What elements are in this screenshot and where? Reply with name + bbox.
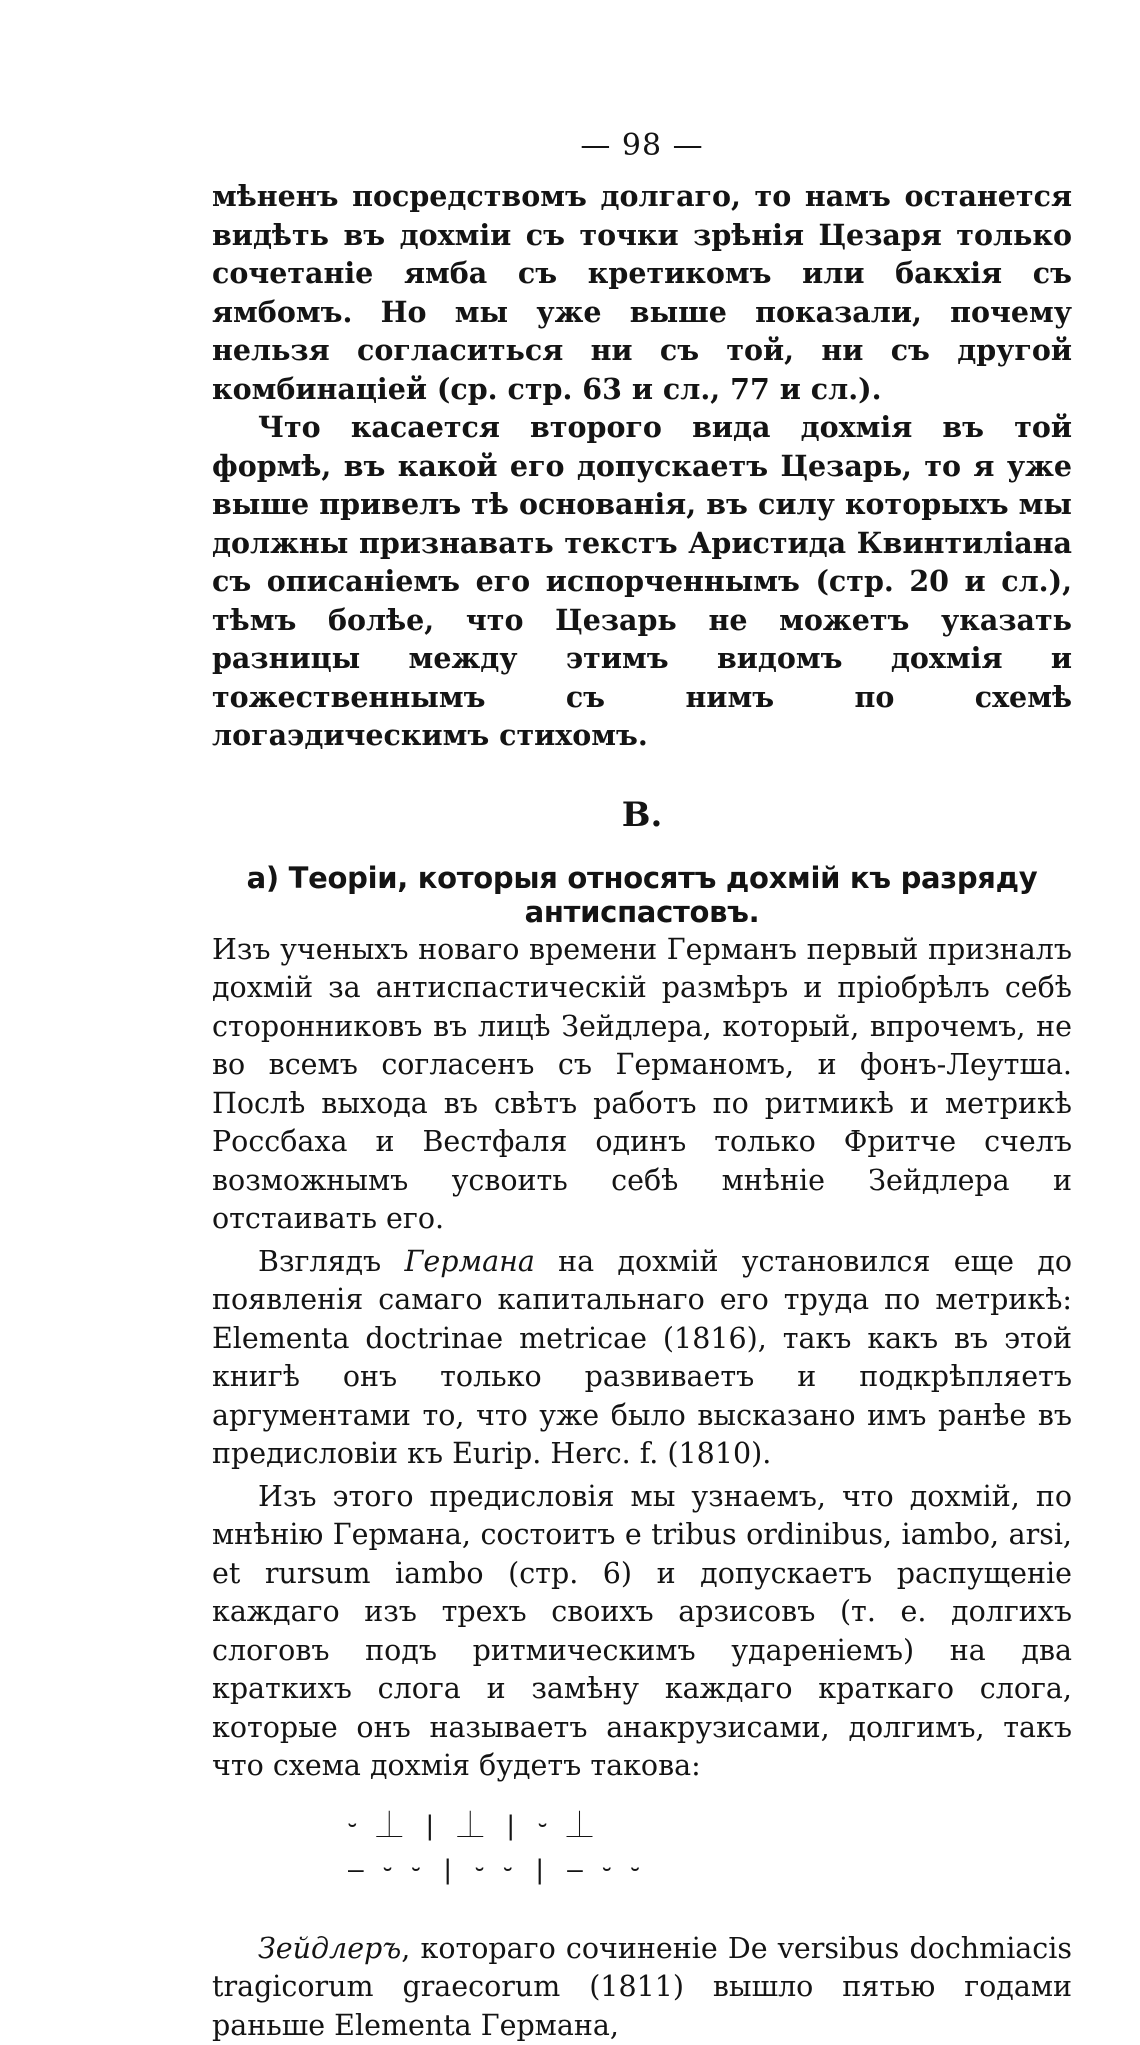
- metrical-scheme: [348, 1804, 1072, 1892]
- paragraph-3: Изъ ученыхъ новаго времени Германъ первый призналъ дохмій за антиспастическій размѣръ и пріобрѣлъ себѣ сторонниковъ въ лицѣ Зейдлера, который, впрочемъ, не во всемъ согласенъ съ Германомъ, и фонъ-Леутша. Послѣ выхода въ свѣтъ работъ по ритмикѣ и метрикѣ Россбаха и Вестфаля одинъ только Фритче счелъ возможнымъ усвоить себѣ мнѣніе Зейдлера и отстаивать его.: [212, 931, 1072, 1239]
- scheme-line-1: ⏑ ⏊ | ⏊ | ⏑ ⏊: [348, 1804, 1072, 1848]
- paragraph-1: мѣненъ посредствомъ долгаго, то намъ останется видѣть въ дохміи съ точки зрѣнія Цезаря только сочетаніе ямба съ кретикомъ или бакхія съ ямбомъ. Но мы уже выше показали, почему нельзя согласиться ни съ той, ни съ другой комбинаціей (ср. стр. 63 и сл., 77 и сл.).: [212, 177, 1072, 408]
- paragraph-4: [212, 1243, 1072, 1474]
- section-heading: а) Теоріи, которыя относятъ дохмій къ разряду антиспастовъ.: [212, 861, 1072, 929]
- section-letter: В.: [212, 795, 1072, 835]
- paragraph-6: [212, 1930, 1072, 2045]
- paragraph-5: Изъ этого предисловія мы узнаемъ, что дохмій, по мнѣнію Германа, состоитъ e tribus ordinibus, iambo, arsi, et rursum iambo (стр. 6) и допускаетъ распущеніе каждаго изъ трехъ своихъ арзисовъ (т. е. долгихъ слоговъ подъ ритмическимъ удареніемъ) на два краткихъ слога и замѣну каждаго краткаго слога, которые онъ называетъ анакрузисами, долгимъ, такъ что схема дохмія будетъ такова:: [212, 1478, 1072, 1786]
- paragraph-6-rest: , котораго сочиненіе De versibus dochmiacis tragicorum graecorum (1811) вышло пятью годами раньше Elementa Германа,: [212, 1932, 1072, 2042]
- paragraph-2: Что касается второго вида дохмія въ той формѣ, въ какой его допускаетъ Цезарь, то я уже выше привелъ тѣ основанія, въ силу которыхъ мы должны признавать текстъ Аристида Квинтиліана съ описаніемъ его испорченнымъ (стр. 20 и сл.), тѣмъ болѣе, что Цезарь не можетъ указать разницы между этимъ видомъ дохмія и тожественнымъ съ нимъ по схемѣ логаэдическимъ стихомъ.: [212, 408, 1072, 755]
- scheme-line-2: ‒ ⏑ ⏑ | ⏑ ⏑ | ‒ ⏑ ⏑: [348, 1848, 1072, 1892]
- paragraph-4-rest: на дохмій установился еще до появленія самаго капитальнаго его труда по метрикѣ: Elementa doctrinae metricae (1816), такъ какъ въ этой книгѣ онъ только развиваетъ и подкрѣпляетъ аргументами то, что уже было высказано имъ ранѣе въ предисловіи къ Eurip. Herc. f. (1810).: [212, 1245, 1072, 1471]
- paragraph-4-lead: Взглядъ: [258, 1245, 404, 1278]
- page: [212, 128, 1072, 2045]
- paragraph-4-name: Германа: [404, 1245, 534, 1278]
- paragraph-6-name: Зейдлеръ: [258, 1932, 401, 1965]
- page-number: — 98 —: [212, 128, 1072, 163]
